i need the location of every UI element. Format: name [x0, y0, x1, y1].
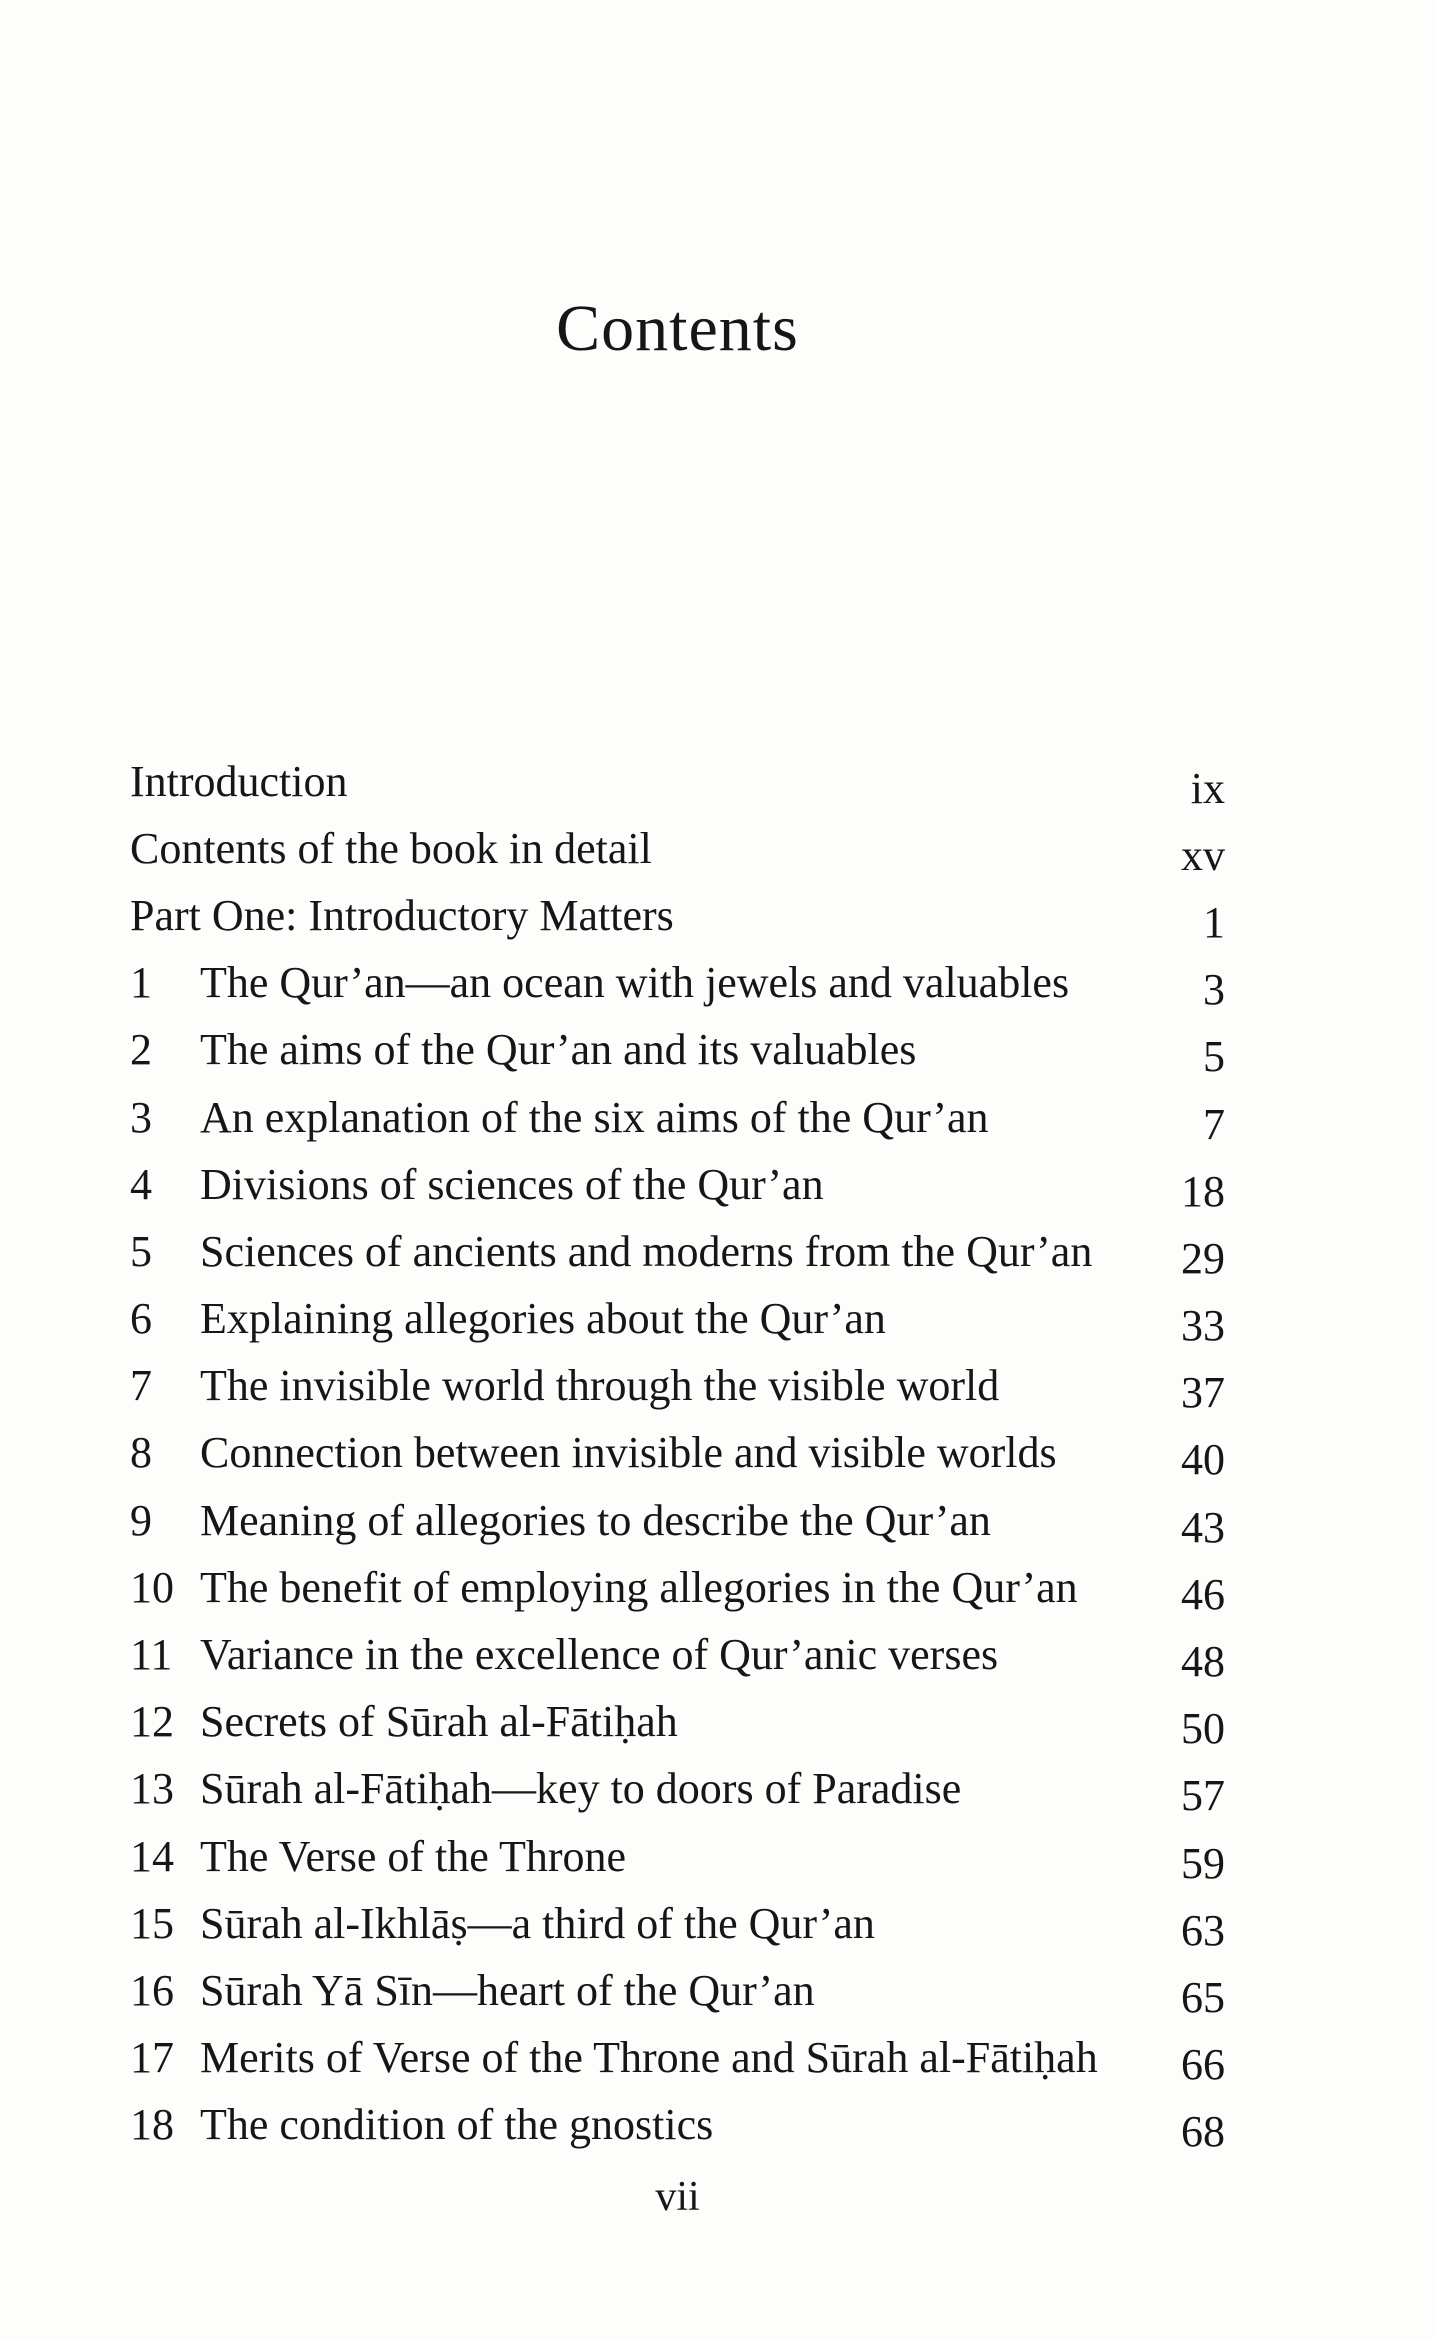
toc-chapter-row [130, 1890, 1225, 1957]
entry-page-number: 59 [1181, 1838, 1225, 1888]
chapter-number: 2 [130, 1025, 152, 1075]
entry-page-number: 7 [1203, 1099, 1225, 1149]
chapter-number: 18 [130, 2100, 174, 2150]
chapter-number: 14 [130, 1831, 174, 1881]
toc-chapter-row [130, 2025, 1225, 2092]
entry-page-number: 3 [1203, 965, 1225, 1015]
toc-chapter-row [130, 950, 1225, 1017]
folio-page-number: vii [655, 2174, 700, 2220]
entry-page-number: 57 [1181, 1771, 1225, 1821]
entry-page-number: xv [1181, 830, 1225, 880]
entry-title: The aims of the Qur’an and its valuables [200, 1025, 917, 1075]
toc-chapter-row [130, 1420, 1225, 1487]
toc-chapter-row [130, 1756, 1225, 1823]
chapter-number: 1 [130, 958, 152, 1008]
chapter-number: 12 [130, 1697, 174, 1747]
chapter-number: 3 [130, 1092, 152, 1142]
entry-page-number: ix [1190, 763, 1225, 813]
chapter-number: 4 [130, 1159, 152, 1209]
entry-page-number: 40 [1181, 1435, 1225, 1485]
entry-title: The condition of the gnostics [200, 2100, 714, 2150]
toc-chapter-row [130, 1218, 1225, 1285]
toc-chapter-row [130, 1151, 1225, 1218]
entry-title: The Verse of the Throne [200, 1831, 627, 1881]
page-title: Contents [556, 292, 799, 365]
toc-chapter-row [130, 1017, 1225, 1084]
entry-title: Variance in the excellence of Qur’anic verses [200, 1630, 999, 1680]
toc-chapter-row [130, 1823, 1225, 1890]
entry-title: Connection between invisible and visible worlds [200, 1428, 1057, 1478]
chapter-number: 7 [130, 1361, 152, 1411]
toc-chapter-row [130, 2092, 1225, 2159]
entry-title: Introduction [130, 756, 348, 806]
entry-title: Part One: Introductory Matters [130, 890, 674, 940]
chapter-number: 15 [130, 1898, 174, 1948]
chapter-number: 10 [130, 1562, 174, 1612]
entry-page-number: 68 [1181, 2107, 1225, 2157]
toc-list [130, 748, 1225, 2159]
entry-page-number: 48 [1181, 1637, 1225, 1687]
entry-title: The benefit of employing allegories in the Qur’an [200, 1562, 1078, 1612]
toc-chapter-row [130, 1689, 1225, 1756]
entry-page-number: 65 [1181, 1972, 1225, 2022]
entry-title: Sūrah Yā Sīn—heart of the Qur’an [200, 1965, 815, 2015]
toc-front-matter-row [130, 882, 1225, 949]
toc-chapter-row [130, 1957, 1225, 2024]
chapter-number: 17 [130, 2033, 174, 2083]
entry-title: Merits of Verse of the Throne and Sūrah al-Fātiḥah [200, 2033, 1098, 2083]
entry-page-number: 46 [1181, 1569, 1225, 1619]
entry-title: Sūrah al-Ikhlāṣ—a third of the Qur’an [200, 1898, 875, 1948]
entry-page-number: 37 [1181, 1368, 1225, 1418]
toc-chapter-row [130, 1353, 1225, 1420]
entry-title: Meaning of allegories to describe the Qur’an [200, 1495, 991, 1545]
entry-page-number: 50 [1181, 1704, 1225, 1754]
entry-page-number: 43 [1181, 1502, 1225, 1552]
entry-page-number: 63 [1181, 1905, 1225, 1955]
entry-page-number: 33 [1181, 1301, 1225, 1351]
chapter-number: 5 [130, 1226, 152, 1276]
chapter-number: 16 [130, 1965, 174, 2015]
toc-front-matter-row [130, 748, 1225, 815]
entry-page-number: 1 [1203, 897, 1225, 947]
entry-title: Divisions of sciences of the Qur’an [200, 1159, 824, 1209]
entry-title: Sūrah al-Fātiḥah—key to doors of Paradise [200, 1764, 962, 1814]
toc-chapter-row [130, 1487, 1225, 1554]
toc-front-matter-row [130, 815, 1225, 882]
entry-page-number: 29 [1181, 1233, 1225, 1283]
entry-title: An explanation of the six aims of the Qur’an [200, 1092, 989, 1142]
toc-chapter-row [130, 1621, 1225, 1688]
entry-title: The invisible world through the visible world [200, 1361, 1000, 1411]
entry-title: Secrets of Sūrah al-Fātiḥah [200, 1697, 678, 1747]
entry-title: The Qur’an—an ocean with jewels and valuables [200, 958, 1070, 1008]
toc-chapter-row [130, 1084, 1225, 1151]
chapter-number: 6 [130, 1294, 152, 1344]
chapter-number: 8 [130, 1428, 152, 1478]
entry-page-number: 5 [1203, 1032, 1225, 1082]
entry-page-number: 18 [1181, 1166, 1225, 1216]
entry-page-number: 66 [1181, 2040, 1225, 2090]
toc-chapter-row [130, 1554, 1225, 1621]
entry-title: Contents of the book in detail [130, 823, 652, 873]
entry-title: Explaining allegories about the Qur’an [200, 1294, 886, 1344]
entry-title: Sciences of ancients and moderns from the Qur’an [200, 1226, 1093, 1276]
chapter-number: 11 [130, 1630, 173, 1680]
chapter-number: 13 [130, 1764, 174, 1814]
chapter-number: 9 [130, 1495, 152, 1545]
toc-chapter-row [130, 1286, 1225, 1353]
